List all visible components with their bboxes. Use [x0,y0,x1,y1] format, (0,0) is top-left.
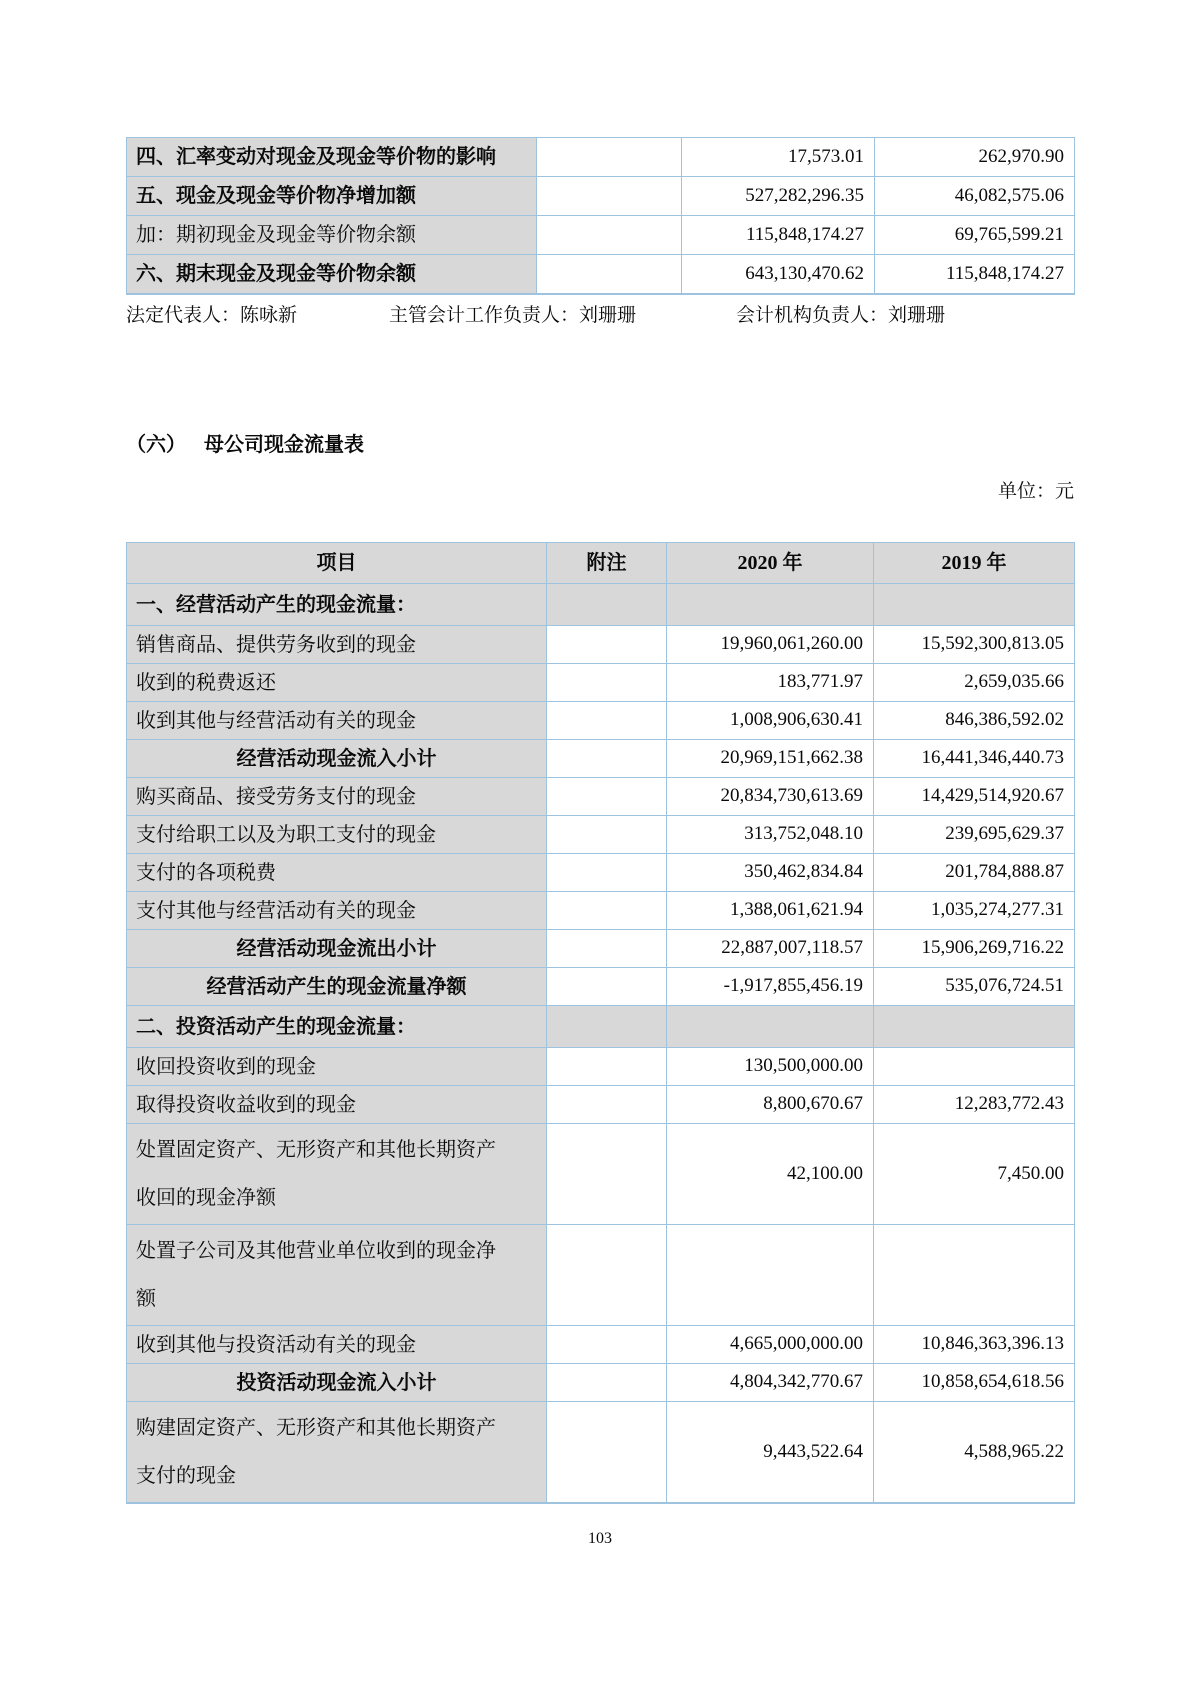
value-2020-cell: 42,100.00 [667,1124,874,1225]
note-cell [547,1402,667,1503]
table-row [127,255,1075,294]
chief-accounting-officer-label: 主管会计工作负责人：刘珊珊 [389,305,637,326]
unit-label: 单位：元 [997,481,1074,502]
table-row [127,664,1075,702]
item-cell: 支付其他与经营活动有关的现金 [127,892,547,930]
value-2020-cell [667,1006,874,1048]
value-2020-cell [667,584,874,626]
table-header-row [127,543,1075,584]
table-row [127,1402,1075,1503]
table-row [127,1326,1075,1364]
column-header: 项目 [127,543,547,584]
item-cell: 二、投资活动产生的现金流量： [127,1006,547,1048]
item-cell: 一、经营活动产生的现金流量： [127,584,547,626]
note-cell [537,255,682,294]
value-2020-cell: 1,388,061,621.94 [667,892,874,930]
value-2020-cell: 130,500,000.00 [667,1048,874,1086]
item-cell: 经营活动产生的现金流量净额 [127,968,547,1006]
value-2020-cell: -1,917,855,456.19 [667,968,874,1006]
note-cell [547,968,667,1006]
note-cell [547,664,667,702]
item-cell: 六、期末现金及现金等价物余额 [127,255,537,294]
item-cell: 取得投资收益收到的现金 [127,1086,547,1124]
section-title: 母公司现金流量表 [204,434,364,456]
note-cell [547,1225,667,1326]
value-2019-cell: 846,386,592.02 [874,702,1075,740]
table-row [127,584,1075,626]
item-cell: 收到其他与投资活动有关的现金 [127,1326,547,1364]
table-row [127,854,1075,892]
value-2019-cell: 46,082,575.06 [875,177,1075,216]
value-2020-cell: 527,282,296.35 [682,177,875,216]
note-cell [537,216,682,255]
legal-representative-label: 法定代表人：陈咏新 [126,305,298,326]
value-2019-cell [874,584,1075,626]
value-2019-cell: 16,441,346,440.73 [874,740,1075,778]
value-2019-cell: 12,283,772.43 [874,1086,1075,1124]
value-2019-cell: 4,588,965.22 [874,1402,1075,1503]
value-2019-cell: 115,848,174.27 [875,255,1075,294]
value-2020-cell: 17,573.01 [682,138,875,177]
value-2019-cell: 535,076,724.51 [874,968,1075,1006]
table-row [127,626,1075,664]
note-cell [537,138,682,177]
table-row [127,1086,1075,1124]
table-row [127,968,1075,1006]
item-cell: 处置子公司及其他营业单位收到的现金净额 [127,1225,547,1326]
item-cell: 购建固定资产、无形资产和其他长期资产支付的现金 [127,1402,547,1503]
note-cell [547,816,667,854]
note-cell [547,1326,667,1364]
table-row [127,177,1075,216]
item-cell: 四、汇率变动对现金及现金等价物的影响 [127,138,537,177]
value-2020-cell: 313,752,048.10 [667,816,874,854]
value-2020-cell: 20,969,151,662.38 [667,740,874,778]
value-2020-cell [667,1225,874,1326]
table-row [127,1225,1075,1326]
note-cell [547,626,667,664]
value-2019-cell: 7,450.00 [874,1124,1075,1225]
value-2019-cell: 262,970.90 [875,138,1075,177]
table-row [127,216,1075,255]
note-cell [547,1124,667,1225]
item-cell: 处置固定资产、无形资产和其他长期资产收回的现金净额 [127,1124,547,1225]
parent-company-cash-flow-table [126,542,1075,1504]
table-row [127,138,1075,177]
item-cell: 购买商品、接受劳务支付的现金 [127,778,547,816]
item-cell: 五、现金及现金等价物净增加额 [127,177,537,216]
item-cell: 销售商品、提供劳务收到的现金 [127,626,547,664]
value-2019-cell: 14,429,514,920.67 [874,778,1075,816]
note-cell [537,177,682,216]
note-cell [547,778,667,816]
item-cell: 经营活动现金流入小计 [127,740,547,778]
item-cell: 收到的税费返还 [127,664,547,702]
note-cell [547,584,667,626]
table-row [127,816,1075,854]
note-cell [547,740,667,778]
note-cell [547,1086,667,1124]
item-cell: 收到其他与经营活动有关的现金 [127,702,547,740]
value-2020-cell: 1,008,906,630.41 [667,702,874,740]
column-header: 2020 年 [667,543,874,584]
value-2019-cell: 1,035,274,277.31 [874,892,1075,930]
value-2020-cell: 4,804,342,770.67 [667,1364,874,1402]
value-2020-cell: 22,887,007,118.57 [667,930,874,968]
value-2019-cell: 10,846,363,396.13 [874,1326,1075,1364]
value-2019-cell [874,1048,1075,1086]
note-cell [547,1364,667,1402]
value-2020-cell: 350,462,834.84 [667,854,874,892]
section-number: （六） [126,434,186,456]
note-cell [547,1006,667,1048]
value-2020-cell: 20,834,730,613.69 [667,778,874,816]
note-cell [547,892,667,930]
signature-line [126,300,1074,327]
value-2019-cell: 15,592,300,813.05 [874,626,1075,664]
item-cell: 收回投资收到的现金 [127,1048,547,1086]
value-2019-cell: 201,784,888.87 [874,854,1075,892]
cash-flow-table-continuation [126,137,1075,295]
value-2020-cell: 643,130,470.62 [682,255,875,294]
note-cell [547,854,667,892]
value-2019-cell: 15,906,269,716.22 [874,930,1075,968]
table-row [127,1048,1075,1086]
table-row [127,930,1075,968]
value-2020-cell: 115,848,174.27 [682,216,875,255]
section-heading [126,428,364,457]
value-2019-cell: 2,659,035.66 [874,664,1075,702]
value-2020-cell: 8,800,670.67 [667,1086,874,1124]
note-cell [547,930,667,968]
table-row [127,740,1075,778]
table-row [127,1006,1075,1048]
table-row [127,1124,1075,1225]
item-cell: 经营活动现金流出小计 [127,930,547,968]
table-row [127,1364,1075,1402]
note-cell [547,702,667,740]
item-cell: 支付给职工以及为职工支付的现金 [127,816,547,854]
value-2020-cell: 4,665,000,000.00 [667,1326,874,1364]
value-2020-cell: 19,960,061,260.00 [667,626,874,664]
value-2019-cell: 239,695,629.37 [874,816,1075,854]
item-cell: 投资活动现金流入小计 [127,1364,547,1402]
page-number: 103 [588,1530,612,1547]
value-2019-cell [874,1225,1075,1326]
table-row [127,778,1075,816]
value-2019-cell [874,1006,1075,1048]
accounting-department-head-label: 会计机构负责人：刘珊珊 [736,305,946,326]
value-2019-cell: 10,858,654,618.56 [874,1364,1075,1402]
value-2020-cell: 183,771.97 [667,664,874,702]
note-cell [547,1048,667,1086]
column-header: 附注 [547,543,667,584]
value-2020-cell: 9,443,522.64 [667,1402,874,1503]
item-cell: 加：期初现金及现金等价物余额 [127,216,537,255]
table-row [127,892,1075,930]
table-row [127,702,1075,740]
column-header: 2019 年 [874,543,1075,584]
item-cell: 支付的各项税费 [127,854,547,892]
value-2019-cell: 69,765,599.21 [875,216,1075,255]
